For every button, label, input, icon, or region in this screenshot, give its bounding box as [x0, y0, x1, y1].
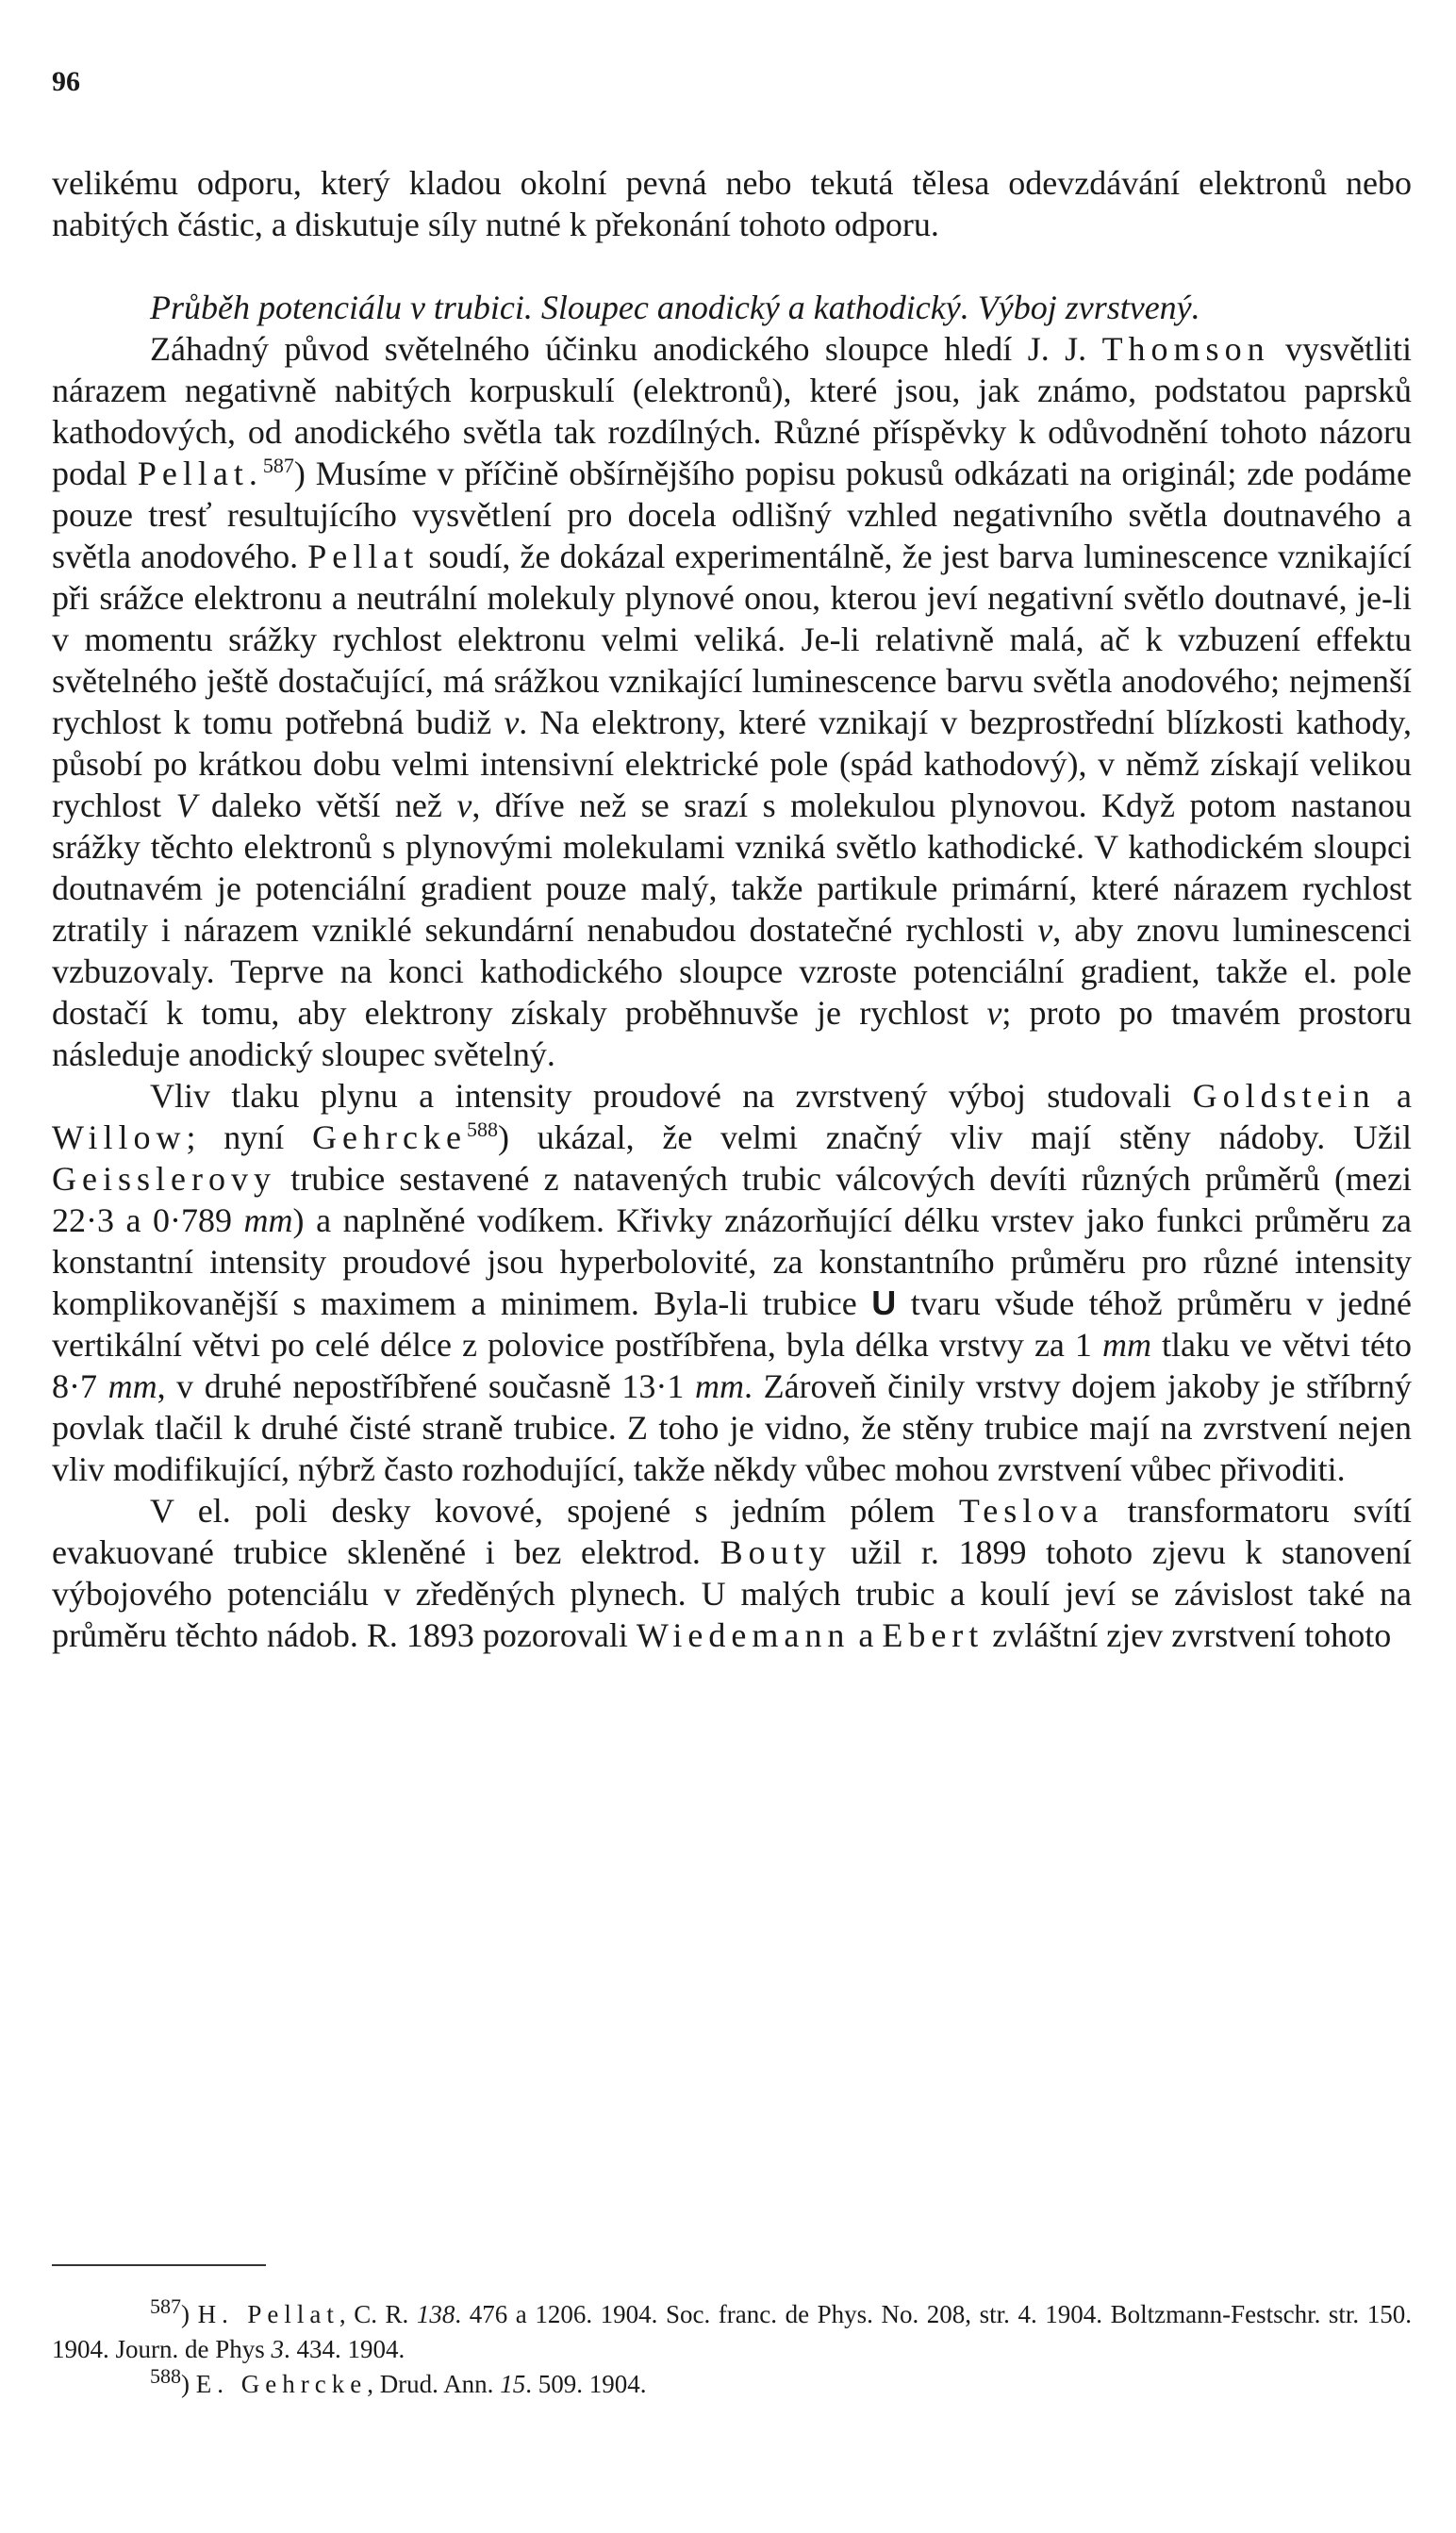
body-text: [52, 162, 1412, 1656]
footnote-ref: 588: [466, 1118, 498, 1141]
paragraph-gehrcke: Vliv tlaku plynu a intensity proudové na zvrstvený výboj studovali Goldstein a Willow; nyní Gehrcke$^{588}$) ukázal, že velmi značný vliv mají stěny nádoby. Užil Geisslerovy trubice sestavené z natavených trubic válcových devíti různých průměrů (mezi 22·3 a 0·789 mm) a naplněné vodíkem. Křivky znázorňující délku vrstev jako funkci průměru za konstantní intensity proudové jsou hyperbolovité, za konstantního průměru pro různé intensity komplikovanější s maximem a minimem. Byla-li trubice U tvaru všude téhož průměru v jedné vertikální větvi po celé délce z polovice postříbřena, byla délka vrstvy za 1 mm tlaku ve větvi této 8·7 mm, v druhé nepostříbřené současně 13·1 mm. Zároveň činily vrstvy dojem jakoby je stříbrný povlak tlačil k druhé čisté straně trubice. Z toho je vidno, že stěny trubice mají na zvrstvení nejen vliv modifikující, nýbrž často rozhodující, takže někdy vůbec mohou zvrstvení vůbec přivoditi.: [52, 1077, 1413, 1488]
variable: v: [504, 704, 520, 741]
paragraph-continuation: velikému odporu, který kladou okolní pevná nebo tekutá tělesa odevzdávání elektronů nebo nabitých částic, a diskutuje síly nutné k překonání tohoto odporu.: [52, 164, 1412, 243]
author-name: Goldstein: [1192, 1077, 1376, 1115]
variable: v: [456, 786, 472, 824]
author-name: H. Pellat: [197, 2300, 339, 2328]
footnote-separator: [52, 2264, 266, 2266]
author-name: Pellat.: [137, 455, 263, 492]
paragraph-thomson: Záhadný původ světelného účinku anodického sloupce hledí J. J. Thomson vysvětliti nárazem negativně nabitých korpuskulí (elektronů), které jsou, jak známo, podstatou paprsků kathodových, od anodického světla tak rozdílných. Různé příspěvky k odůvodnění tohoto názoru podal Pellat.$^{587}$) Musíme v příčině obšírnějšího popisu pokusů odkázati na originál; zde podáme pouze tresť resultujícího vysvětlení pro docela odlišný vzhled negativního světla doutnavého a světla anodového. Pellat soudí, že dokázal experimentálně, že jest barva luminescence vznikající při srážce elektronu a neutrální molekuly plynové onou, kterou jeví negativní světlo doutnavé, je-li v momentu srážky rychlost elektronu velmi veliká. Je-li relativně malá, ač k vzbuzení effektu světelného ještě dostačující, má srážkou vznikající luminescence barvu světla anodového; nejmenší rychlost k tomu potřebná budiž v. Na elektrony, které vznikají v bezprostřední blízkosti kathody, působí po krátkou dobu velmi intensivní elektrické pole (spád kathodový), v němž získají velikou rychlost V daleko větší než v, dříve než se srazí s molekulou plynovou. Když potom nastanou srážky těchto elektronů s plynovými molekulami vzniká světlo kathodické. V kathodickém sloupci doutnavém je potenciální gradient pouze malý, takže partikule primární, které nárazem rychlost ztratily i nárazem vzniklé sekundární nenabudou dostatečné rychlosti v, aby znovu luminescenci vzbuzovaly. Teprve na konci kathodického sloupce vzroste potenciální gradient, takže el. pole dostačí k tomu, aby elektrony získaly proběhnuvše je rychlost v; proto po tmavém prostoru následuje anodický sloupec světelný.: [52, 330, 1412, 1073]
footnote-mark: 588: [150, 2364, 181, 2388]
volume: 138: [416, 2300, 455, 2328]
section-heading: Průběh potenciálu v trubici. Sloupec anodický a kathodický. Výboj zvrstvený.: [150, 289, 1200, 326]
unit: mm: [695, 1367, 744, 1405]
variable: v: [1037, 911, 1053, 949]
author-name: Thomson: [1101, 330, 1270, 368]
footnote-588: $^{588}$) E. Gehrcke, Drud. Ann. 15. 509. 1904.: [150, 2364, 647, 2398]
footnote-ref: 587: [262, 454, 294, 477]
author-name: Ebert: [882, 1616, 984, 1654]
author-name: Bouty: [720, 1533, 832, 1571]
author-name: Wiedemann: [636, 1616, 851, 1654]
paragraph-tesla: V el. poli desky kovové, spojené s jedním pólem Teslova transformatoru svítí evakuované trubice skleněné i bez elektrod. Bouty užil r. 1899 tohoto zjevu k stanovení výbojového potenciálu v zředěných plynech. U malých trubic a koulí jeví se závislost také na průměru těchto nádob. R. 1893 pozorovali Wiedemann a Ebert zvláštní zjev zvrstvení tohoto: [52, 1492, 1413, 1654]
author-name: E. Gehrcke: [195, 2370, 368, 2398]
unit: mm: [1101, 1326, 1151, 1364]
author-name: Teslova: [958, 1492, 1104, 1530]
unit: mm: [243, 1201, 293, 1239]
author-name: Willow: [52, 1118, 187, 1156]
footnote-mark: 587: [150, 2294, 181, 2318]
author-name: Pellat: [307, 538, 420, 575]
author-name: Gehrcke: [312, 1118, 467, 1156]
footnotes: [52, 2294, 1412, 2402]
variable: v: [986, 994, 1002, 1032]
volume: 3: [271, 2335, 285, 2363]
volume: 15: [500, 2370, 526, 2398]
footnote-587: $^{587}$) H. Pellat, C. R. 138. 476 a 1206. 1904. Soc. franc. de Phys. No. 208, str. 4. 1904. Boltzmann-Festschr. str. 150. 1904. Journ. de Phys 3. 434. 1904.: [52, 2294, 1412, 2363]
unit: mm: [108, 1367, 157, 1405]
variable: V: [175, 786, 197, 824]
letter-u: U: [871, 1283, 897, 1322]
author-name: Geisslerovy: [52, 1160, 276, 1198]
page-number: 96: [52, 66, 80, 97]
